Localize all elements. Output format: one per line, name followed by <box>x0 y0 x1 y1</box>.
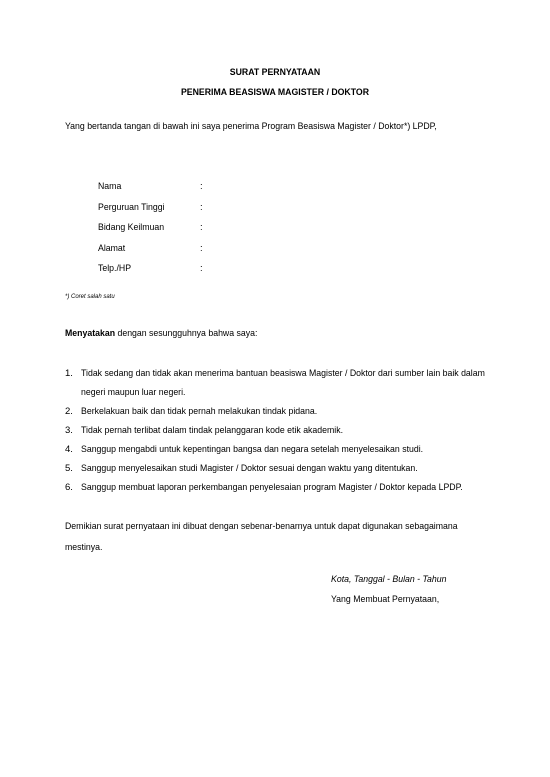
footnote: *) Coret salah satu <box>65 294 115 300</box>
field-label: Nama <box>98 181 122 192</box>
field-label: Bidang Keilmuan <box>98 222 165 233</box>
place-date-line: Kota, Tanggal - Bulan - Tahun <box>331 574 447 585</box>
field-label: Telp./HP <box>98 263 132 274</box>
list-item <box>65 421 495 440</box>
closing-paragraph: Demikian surat pernyataan ini dibuat dengan sebenar-benarnya untuk dapat digunakan sebagaimana mestinya. <box>65 521 458 553</box>
list-text: Sanggup menyelesaikan studi Magister / Doktor sesuai dengan waktu yang ditentukan. <box>81 463 418 474</box>
field-colon: : <box>200 181 203 192</box>
list-number: 5. <box>65 463 73 474</box>
list-item <box>65 402 495 421</box>
list-number: 2. <box>65 406 73 417</box>
list-text: Sanggup membuat laporan perkembangan penyelesaian program Magister / Doktor kepada LPDP. <box>81 482 463 493</box>
field-colon: : <box>200 242 203 254</box>
field-colon: : <box>200 201 203 213</box>
list-text: Tidak pernah terlibat dalam tindak pelanggaran kode etik akademik. <box>81 425 344 436</box>
list-item <box>65 459 495 478</box>
declaration-lead <box>65 328 257 339</box>
list-item <box>65 440 495 459</box>
list-number: 4. <box>65 444 73 455</box>
field-colon: : <box>200 263 203 274</box>
declaration-rest: dengan sesungguhnya bahwa saya: <box>115 328 258 339</box>
list-number: 6. <box>65 482 73 493</box>
field-label: Perguruan Tinggi <box>98 201 165 213</box>
list-number: 1. <box>65 368 73 379</box>
list-item <box>65 478 495 497</box>
list-item <box>65 364 495 402</box>
list-text: Tidak sedang dan tidak akan menerima bantuan beasiswa Magister / Doktor dari sumber lain baik dalam negeri maupun luar negeri. <box>81 368 485 398</box>
signer-line: Yang Membuat Pernyataan, <box>331 594 440 605</box>
declaration-list <box>65 364 495 497</box>
list-text: Sanggup mengabdi untuk kepentingan bangsa dan negara setelah menyelesaikan studi. <box>81 444 424 455</box>
list-number: 3. <box>65 425 73 436</box>
document-subtitle: PENERIMA BEASISWA MAGISTER / DOKTOR <box>180 87 370 98</box>
intro-paragraph: Yang bertanda tangan di bawah ini saya penerima Program Beasiswa Magister / Doktor*) LPDP, <box>65 121 437 132</box>
declaration-bold: Menyatakan <box>65 328 116 339</box>
document-title: SURAT PERNYATAAN <box>229 67 321 78</box>
field-label: Alamat <box>98 242 126 254</box>
list-text: Berkelakuan baik dan tidak pernah melakukan tindak pidana. <box>81 406 318 417</box>
field-colon: : <box>200 222 203 233</box>
